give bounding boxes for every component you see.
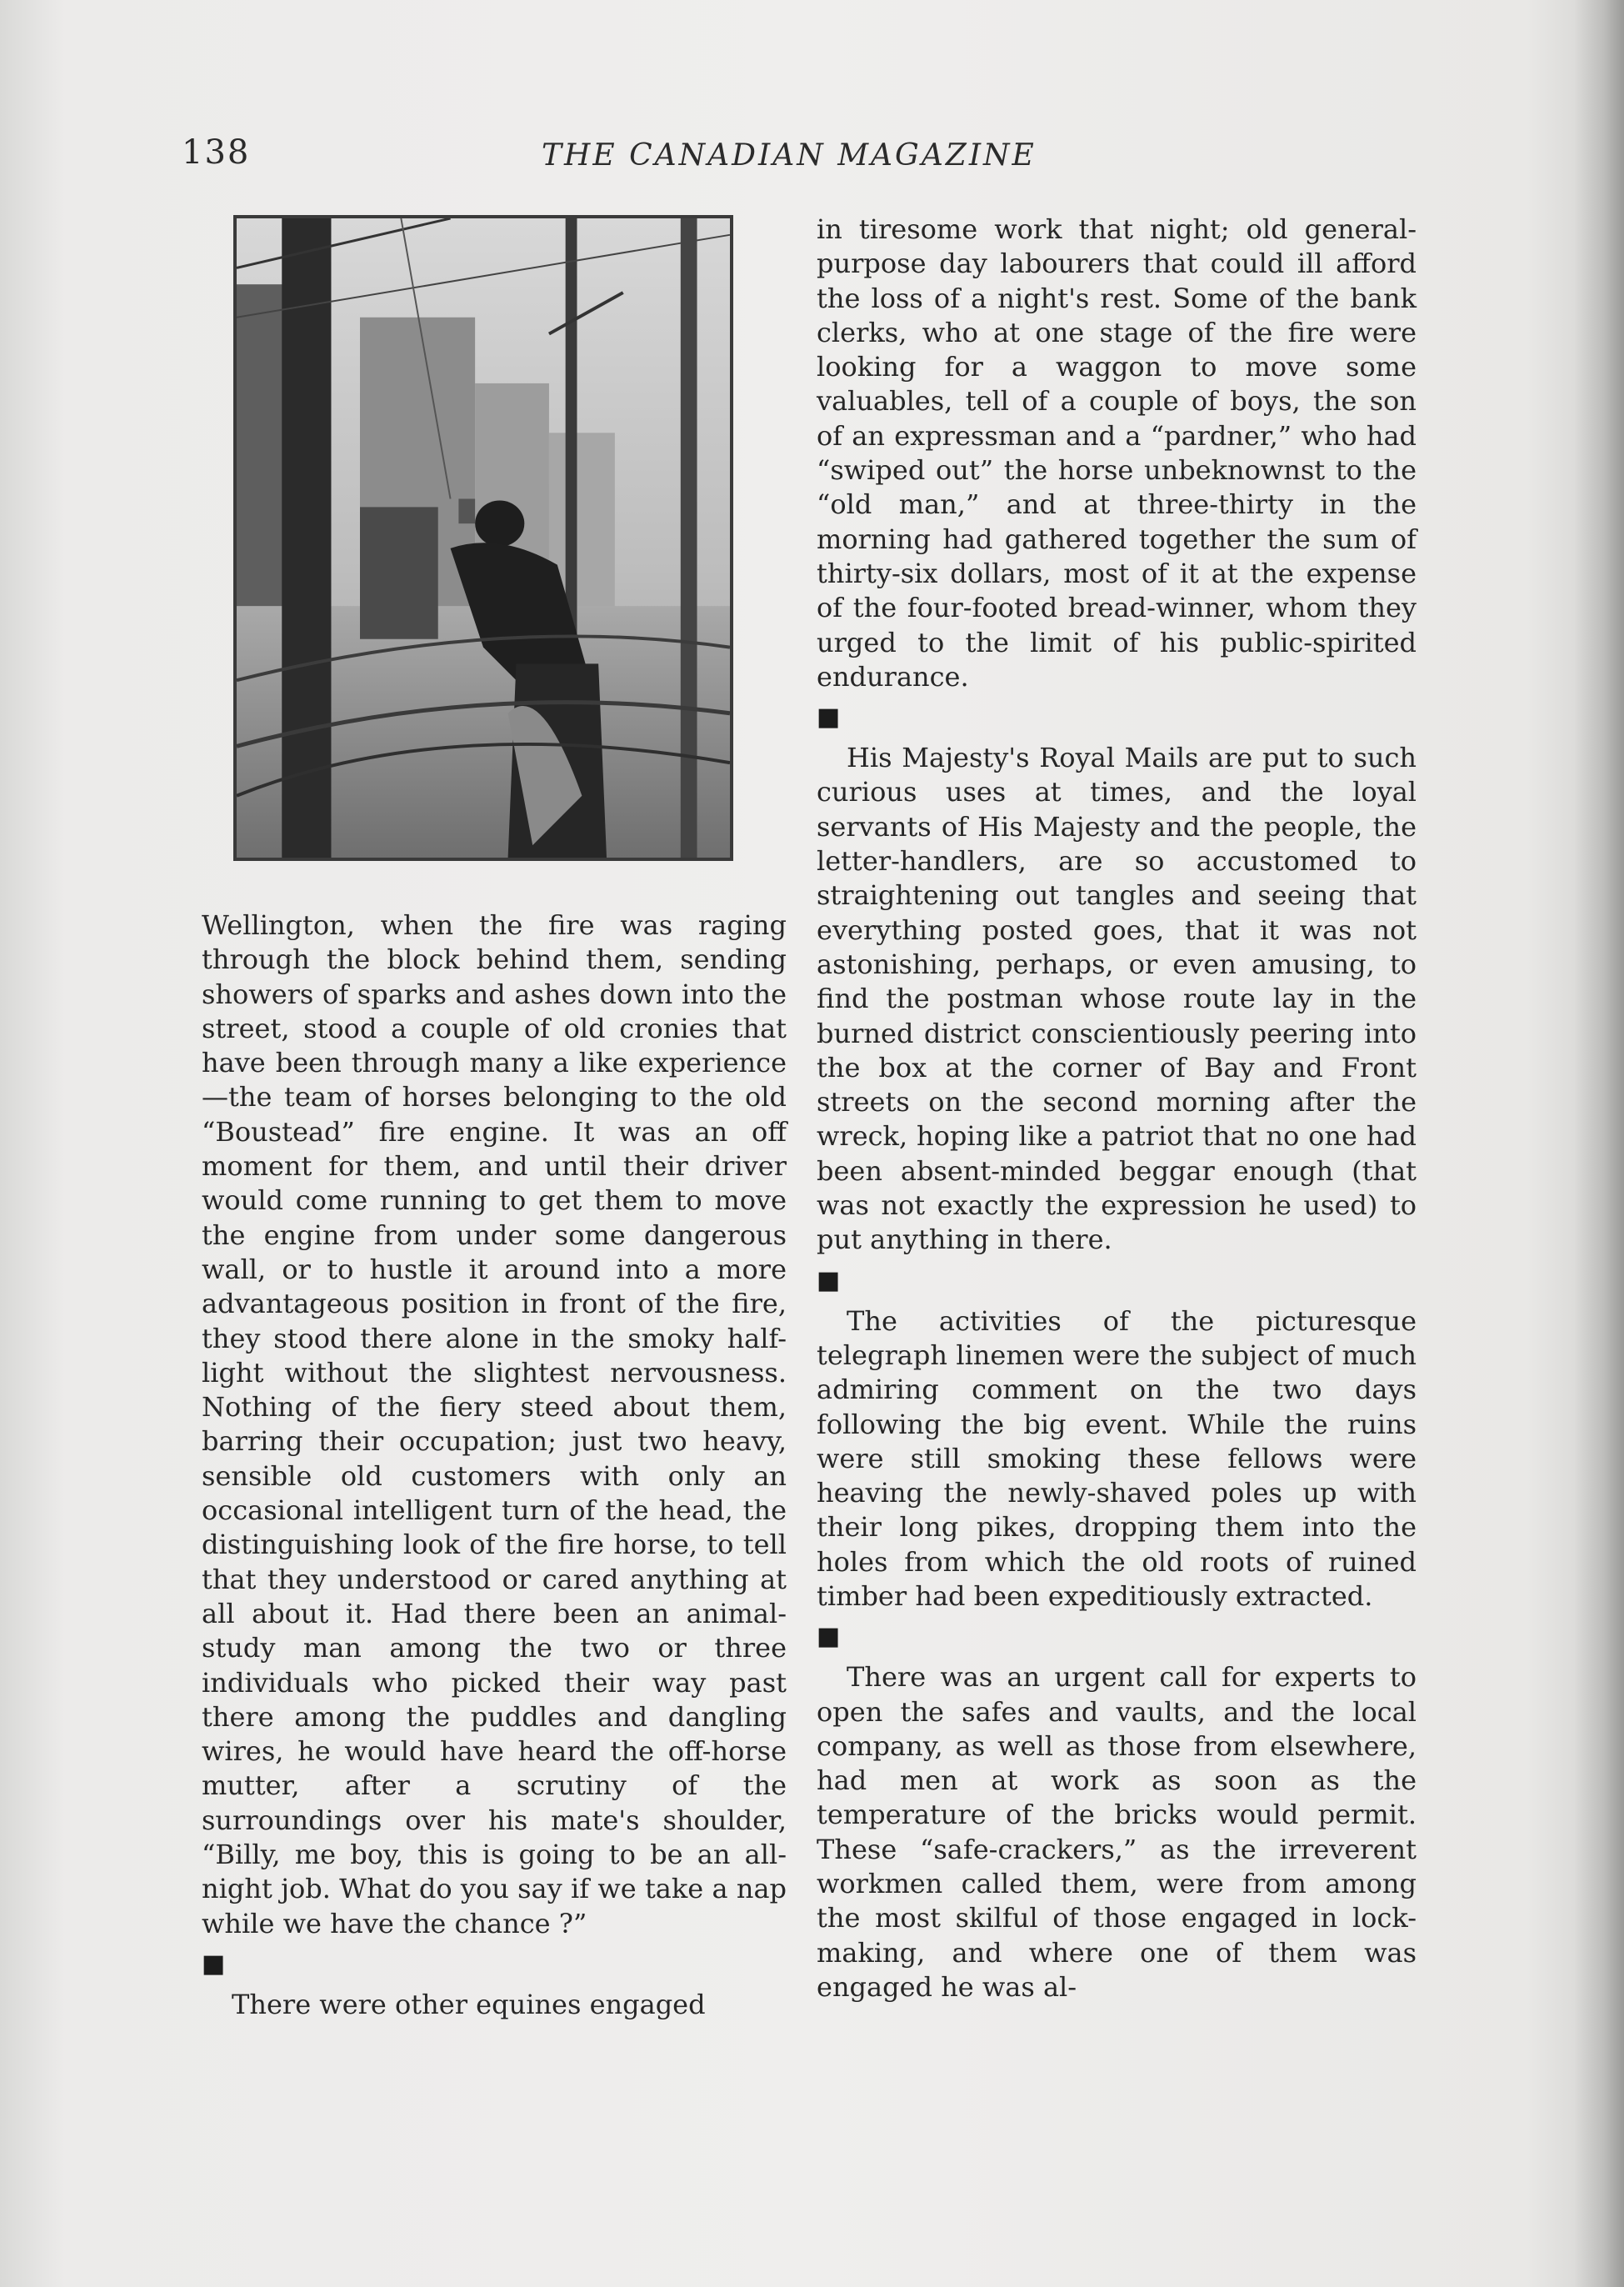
running-head: THE CANADIAN MAGAZINE [542, 138, 1037, 173]
page-edge-shadow [1574, 0, 1624, 2287]
right-paragraph-4: There was an urgent call for experts to open the safes and vaults, and the local company, as well as those from elsewhere, had men at work as soon as the temperature of the bricks would permit. These “safe-crackers,” as the irreverent workmen called them, were from among the most skilful of those engaged in lock-making, and where one of them was engaged he was al- [817, 1661, 1417, 2003]
section-separator: ■ [202, 1949, 226, 1979]
photograph-postman-at-mailbox [233, 215, 733, 861]
page-number: 138 [182, 133, 251, 172]
right-paragraph-1: in tiresome work that night; old general-purpose day labourers that could ill afford the loss of a night's rest. Some of the bank clerks, who at one stage of the fire were looking for a waggon to move some valuables, tell of a couple of boys, the son of an expressman and a “pardner,” who had “swiped out” the horse unbeknownst to the “old man,” and at three-thirty in the morning had gathered together the sum of thirty-six dollars, most of it at the expense of the four-footed bread-winner, whom they urged to the limit of his public-spirited endurance. [817, 213, 1417, 693]
section-separator: ■ [817, 1265, 841, 1295]
left-column [202, 908, 787, 2022]
section-separator: ■ [817, 703, 841, 733]
right-paragraph-2: His Majesty's Royal Mails are put to such curious uses at times, and the loyal servants of His Majesty and the people, the letter-handlers, are so accustomed to straightening out tangles and seeing that everything posted goes, that it was not astonishing, perhaps, or even amusing, to find the postman whose route lay in the burned district conscientiously peering into the box at the corner of Bay and Front streets on the second morning after the wreck, hoping like a patriot that no one had been absent-minded beggar enough (that was not exactly the expression he used) to put anything in there. [817, 742, 1417, 1256]
photograph-image [237, 218, 730, 858]
right-paragraph-3: The activities of the picturesque telegraph linemen were the subject of much admiring comment on the two days following the big event. While the ruins were still smoking these fellows were heaving the newly-shaved poles up with their long pikes, dropping them into the holes from which the old roots of ruined timber had been expeditiously extracted. [817, 1304, 1417, 1612]
left-paragraph-1: Wellington, when the fire was raging through the block behind them, sending showers of sparks and ashes down into the street, stood a couple of old cronies that have been through many a like experience—the team of horses belonging to the old “Boustead” fire engine. It was an off moment for them, and until their driver would come running to get them to move the engine from under some dangerous wall, or to hustle it around into a more advantageous position in front of the fire, they stood there alone in the smoky half-light without the slightest nervousness. Nothing of the fiery steed about them, barring their occupation; just two heavy, sensible old customers with only an occasional intelligent turn of the head, the distinguishing look of the fire horse, to tell that they understood or cared anything at all about it. Had there been an animal-study man among the two or three individuals who picked their way past there among the puddles and dangling wires, he would have heard the off-horse mutter, after a scrutiny of the surroundings over his mate's shoulder, “Billy, me boy, this is going to be an all-night job. What do you say if we take a nap while we have the chance ?” [202, 909, 787, 1939]
right-column [817, 213, 1417, 2004]
left-paragraph-2: There were other equines engaged [232, 1988, 706, 2020]
section-separator: ■ [817, 1622, 841, 1652]
